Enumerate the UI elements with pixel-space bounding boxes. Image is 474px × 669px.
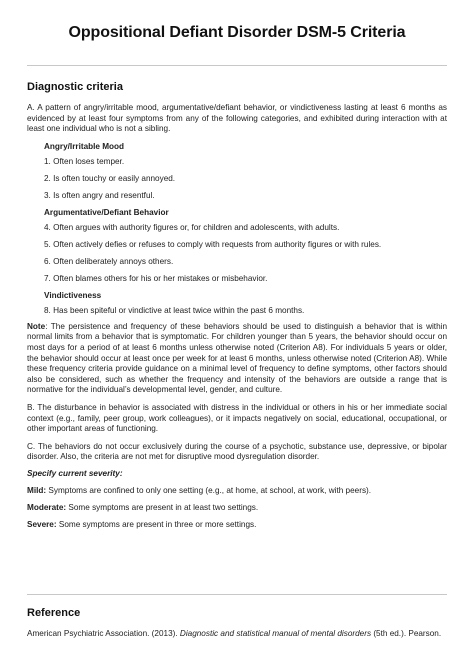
reference-section xyxy=(27,594,447,640)
severity-text: Some symptoms are present in three or more settings. xyxy=(56,519,257,529)
symptom-item: 1. Often loses temper. xyxy=(44,156,125,166)
severity-mild xyxy=(27,486,447,496)
severity-heading: Specify current severity: xyxy=(27,468,123,478)
symptom-item: 7. Often blames others for his or her mistakes or misbehavior. xyxy=(44,273,268,283)
note-paragraph xyxy=(27,322,447,396)
page-title: Oppositional Defiant Disorder DSM-5 Criteria xyxy=(68,24,406,41)
severity-text: Some symptoms are present in at least two settings. xyxy=(66,502,259,512)
symptom-item: 5. Often actively defies or refuses to comply with requests from authority figures or with rules. xyxy=(44,239,382,249)
severity-moderate xyxy=(27,503,447,513)
symptom-item: 2. Is often touchy or easily annoyed. xyxy=(44,173,176,183)
section-heading-diagnostic: Diagnostic criteria xyxy=(27,81,123,93)
criterion-c: C. The behaviors do not occur exclusively during the course of a psychotic, substance use, depressive, or bipolar disorder. Also, the criteria are not met for disruptive mood dysregulation disorder. xyxy=(27,441,447,462)
group-heading-argumentative: Argumentative/Defiant Behavior xyxy=(44,207,169,217)
severity-label: Mild: xyxy=(27,485,47,495)
criterion-b: B. The disturbance in behavior is associated with distress in the individual or others in his or her immediate social context (e.g., family, peer group, work colleagues), or it impacts negatively on social, educational, occupational, or other important areas of functioning. xyxy=(27,402,447,434)
severity-severe xyxy=(27,520,447,530)
divider xyxy=(27,594,447,595)
severity-label: Severe: xyxy=(27,519,57,529)
section-heading-reference: Reference xyxy=(27,607,81,619)
symptom-item: 3. Is often angry and resentful. xyxy=(44,190,155,200)
reference-citation xyxy=(27,629,447,640)
group-heading-vindictiveness: Vindictiveness xyxy=(44,290,102,300)
note-label: Note xyxy=(27,321,46,331)
group-heading-angry: Angry/Irritable Mood xyxy=(44,141,125,151)
symptom-item: 4. Often argues with authority figures or, for children and adolescents, with adults. xyxy=(44,222,340,232)
symptom-item: 6. Often deliberately annoys others. xyxy=(44,256,174,266)
symptom-item: 8. Has been spiteful or vindictive at least twice within the past 6 months. xyxy=(44,305,305,315)
citation-publisher: (5th ed.). Pearson. xyxy=(371,629,442,638)
severity-text: Symptoms are confined to only one setting (e.g., at home, at school, at work, with peers). xyxy=(46,485,372,495)
criterion-a: A. A pattern of angry/irritable mood, argumentative/defiant behavior, or vindictiveness lasting at least 6 months as evidenced by at least four symptoms from any of the following categories, and exhibited during interaction with at least one individual who is not a sibling. xyxy=(27,103,447,134)
citation-title: Diagnostic and statistical manual of mental disorders xyxy=(179,629,372,638)
citation-author: American Psychiatric Association. (2013). xyxy=(27,629,180,638)
divider xyxy=(27,65,447,66)
note-text: : The persistence and frequency of these behaviors should be used to distinguish a behavior that is within normal limits from a behavior that is symptomatic. For children younger than 5 years, the behavior should occur on most days for a period of at least 6 months unless otherwise noted (Criterion A8). For individuals 5 years or older, the behavior should occur at least once per week for at least 6 months, unless otherwise noted (Criterion A8). While these frequency criteria provide guidance on a minimal level of frequency to define symptoms, other factors should also be considered, such as whether the frequency and intensity of the behaviors are outside a range that is normative for the individual’s developmental level, gender, and culture. xyxy=(27,321,447,395)
severity-label: Moderate: xyxy=(27,502,67,512)
